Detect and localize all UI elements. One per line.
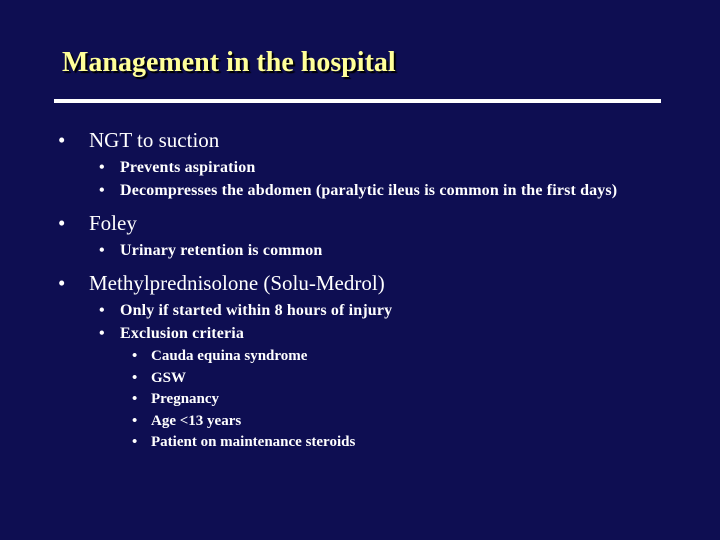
bullet-glyph: • (99, 242, 105, 259)
bullet-text: Methylprednisolone (Solu-Medrol) (89, 271, 385, 295)
sub-bullet-text: Exclusion criteria (120, 325, 245, 342)
bullet-glyph: • (99, 182, 105, 199)
sub-bullet-text: Only if started within 8 hours of injury (120, 302, 393, 319)
sub-bullet-item (58, 241, 668, 261)
sub-bullet-text: Urinary retention is common (120, 242, 323, 259)
sub-sub-bullet-text: Patient on maintenance steroids (151, 434, 356, 450)
sub-sub-bullet-item (58, 411, 668, 433)
sub-bullet-item (58, 324, 668, 344)
bullet-glyph: • (58, 128, 66, 152)
bullet-glyph: • (132, 434, 138, 450)
bullet-glyph: • (132, 391, 138, 407)
sub-bullet-text: Decompresses the abdomen (paralytic ileus is common in the first days) (120, 182, 618, 199)
sub-bullet-text: Prevents aspiration (120, 159, 256, 176)
bullet-item (58, 126, 668, 155)
bullet-text: NGT to suction (89, 128, 220, 152)
bullet-glyph: • (58, 271, 66, 295)
bullet-glyph: • (99, 325, 105, 342)
sub-sub-bullet-item (58, 389, 668, 411)
bullet-glyph: • (132, 369, 138, 386)
sub-sub-bullet-text: Age <13 years (151, 412, 242, 429)
bullet-item (58, 209, 668, 238)
bullet-glyph: • (58, 211, 66, 235)
bullet-glyph: • (132, 412, 138, 429)
title-underline (54, 99, 661, 103)
sub-sub-bullet-text: GSW (151, 369, 187, 386)
sub-sub-bullet-item (58, 432, 668, 454)
sub-bullet-item (58, 181, 668, 201)
sub-sub-bullet-item (58, 346, 668, 368)
sub-bullet-item (58, 158, 668, 178)
sub-bullet-item (58, 301, 668, 321)
bullet-glyph: • (99, 159, 105, 176)
bullet-item (58, 269, 668, 298)
bullet-text: Foley (89, 211, 137, 235)
sub-sub-bullet-text: Cauda equina syndrome (151, 348, 308, 364)
slide-title: Management in the hospital (62, 47, 396, 78)
bullet-glyph: • (99, 302, 105, 319)
sub-sub-bullet-text: Pregnancy (151, 391, 220, 407)
bullet-glyph: • (132, 348, 138, 364)
sub-sub-bullet-item (58, 368, 668, 390)
bullet-list (58, 126, 668, 454)
